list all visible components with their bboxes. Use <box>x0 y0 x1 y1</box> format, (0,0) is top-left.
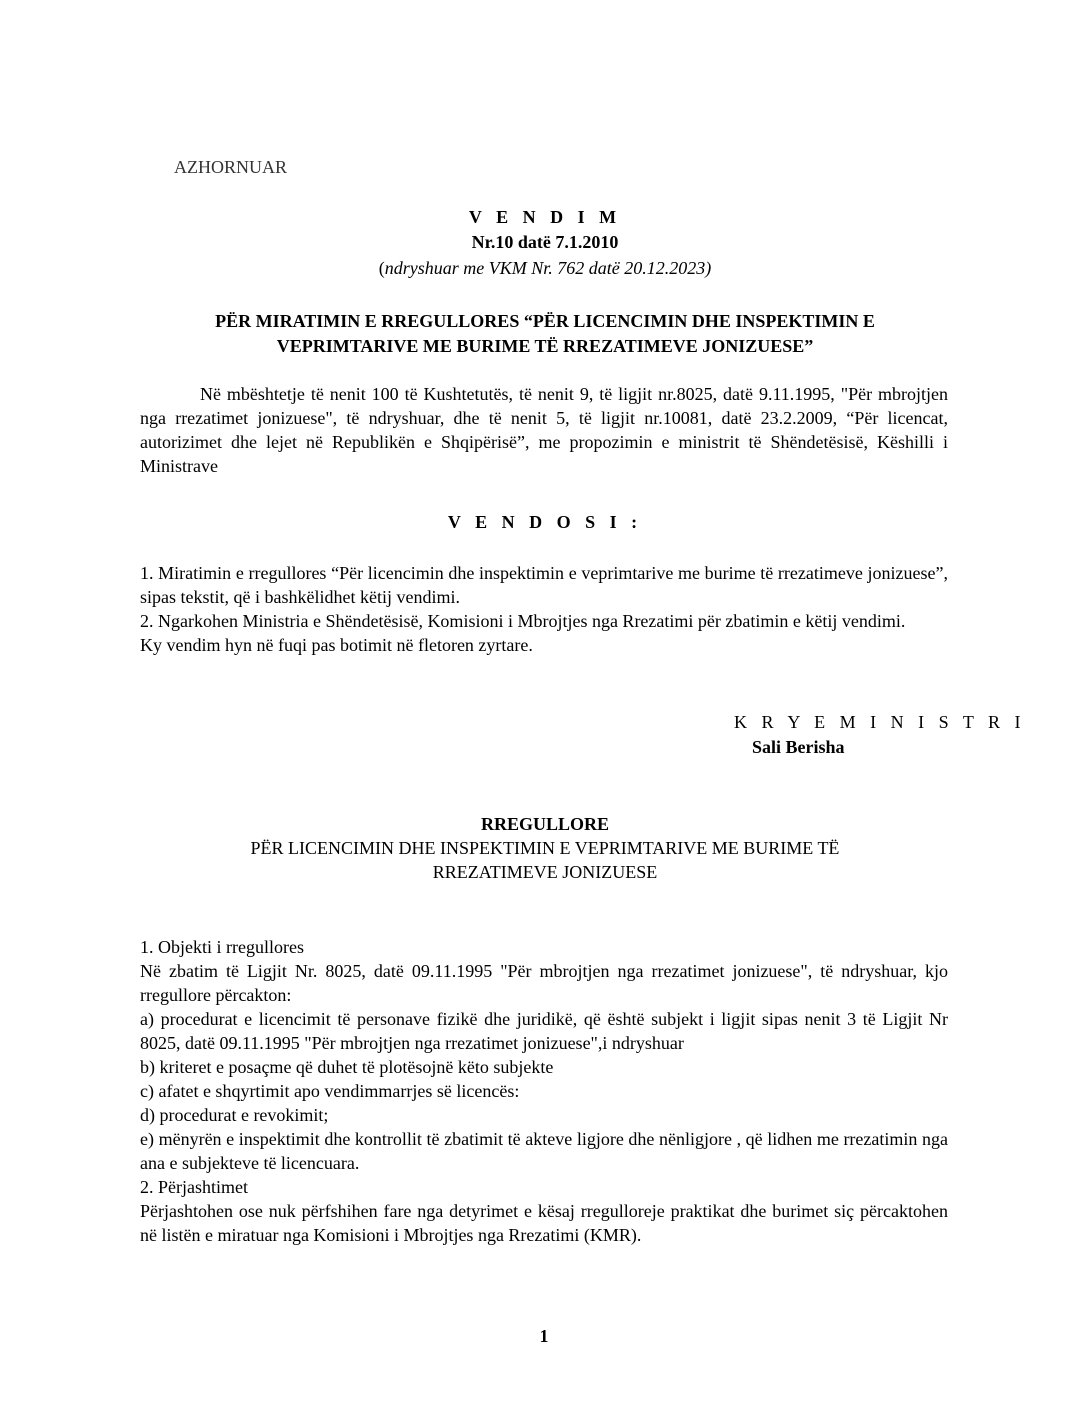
regulation-subtitle-line-2: RREZATIMEVE JONIZUESE <box>432 862 658 882</box>
signature-name: Sali Berisha <box>752 737 845 757</box>
section-line: b) kriteret e posaçme që duhet të plotësojnë këto subjekte <box>140 1057 554 1077</box>
decision-number: Nr.10 datë 7.1.2010 <box>471 232 619 252</box>
decision-list <box>140 561 948 657</box>
section-line: Përjashtohen ose nuk përfshihen fare nga detyrimet e kësaj rregulloreje praktikat dhe burimet siç përcaktohen në listën e miratuar nga Komisioni i Mbrojtjes nga Rrezatimi (KMR). <box>140 1201 948 1245</box>
decision-item: 2. Ngarkohen Ministria e Shëndetësisë, Komisioni i Mbrojtjes nga Rrezatimi për zbatimin e këtij vendimi. <box>140 611 906 631</box>
preamble-text: Në mbështetje të nenit 100 të Kushtetutës, të nenit 9, të ligjit nr.8025, datë 9.11.1995, "Për mbrojtjen nga rrezatimet jonizuese", të ndryshuar, dhe të nenit 5, të ligjit nr.10081, datë 23.2.2009, “Për licencat, autorizimet dhe lejet në Republikën e Shqipërisë”, me propozimin e ministrit të Shëndetësisë, Këshilli i Ministrave <box>140 384 948 476</box>
decision-item: 1. Miratimin e rregullores “Për licencimin dhe inspektimin e veprimtarive me burime të rrezatimeve jonizuese”, sipas tekstit, që i bashkëlidhet këtij vendimi. <box>140 563 948 607</box>
update-stamp: AZHORNUAR <box>174 157 288 177</box>
section-line: e) mënyrën e inspektimit dhe kontrollit të zbatimit të akteve ligjore dhe nënligjore , që lidhen me rrezatimin nga ana e subjekteve të licencuara. <box>140 1129 948 1173</box>
decision-title: V E N D I M <box>468 207 622 227</box>
section-line: d) procedurat e revokimit; <box>140 1105 329 1125</box>
regulation-subtitle-line-1: PËR LICENCIMIN DHE INSPEKTIMIN E VEPRIMTARIVE ME BURIME TË <box>250 838 840 858</box>
decision-subject-line-2: VEPRIMTARIVE ME BURIME TË RREZATIMEVE JONIZUESE” <box>276 336 814 356</box>
section-line: c) afatet e shqyrtimit apo vendimmarrjes së licencës: <box>140 1081 520 1101</box>
section-line: Në zbatim të Ligjit Nr. 8025, datë 09.11.1995 "Për mbrojtjen nga rrezatimet jonizuese", të ndryshuar, kjo rregullore përcakton: <box>140 961 948 1005</box>
decision-subject-line-1: PËR MIRATIMIN E RREGULLORES “PËR LICENCIMIN DHE INSPEKTIMIN E <box>215 311 875 331</box>
preamble <box>140 382 948 478</box>
section-heading: 1. Objekti i rregullores <box>140 937 304 957</box>
section-line: a) procedurat e licencimit të personave fizikë dhe juridikë, që është subjekt i ligjit sipas nenit 3 të Ligjit Nr 8025, datë 09.11.1995 "Për mbrojtjen nga rrezatimet jonizuese",i ndryshuar <box>140 1009 948 1053</box>
regulation-title: RREGULLORE <box>480 814 610 834</box>
section-heading: 2. Përjashtimet <box>140 1177 248 1197</box>
decision-item: Ky vendim hyn në fuqi pas botimit në fletoren zyrtare. <box>140 635 533 655</box>
signature-title: K R Y E M I N I S T R I <box>734 712 1026 732</box>
amendment-note <box>136 256 954 280</box>
page-number: 1 <box>539 1326 549 1346</box>
amendment-paren: ( <box>378 258 385 278</box>
decides-heading: V E N D O S I : <box>447 512 643 532</box>
regulation-body <box>140 935 948 1247</box>
amendment-text: ndryshuar me VKM Nr. 762 datë 20.12.2023) <box>384 258 712 278</box>
